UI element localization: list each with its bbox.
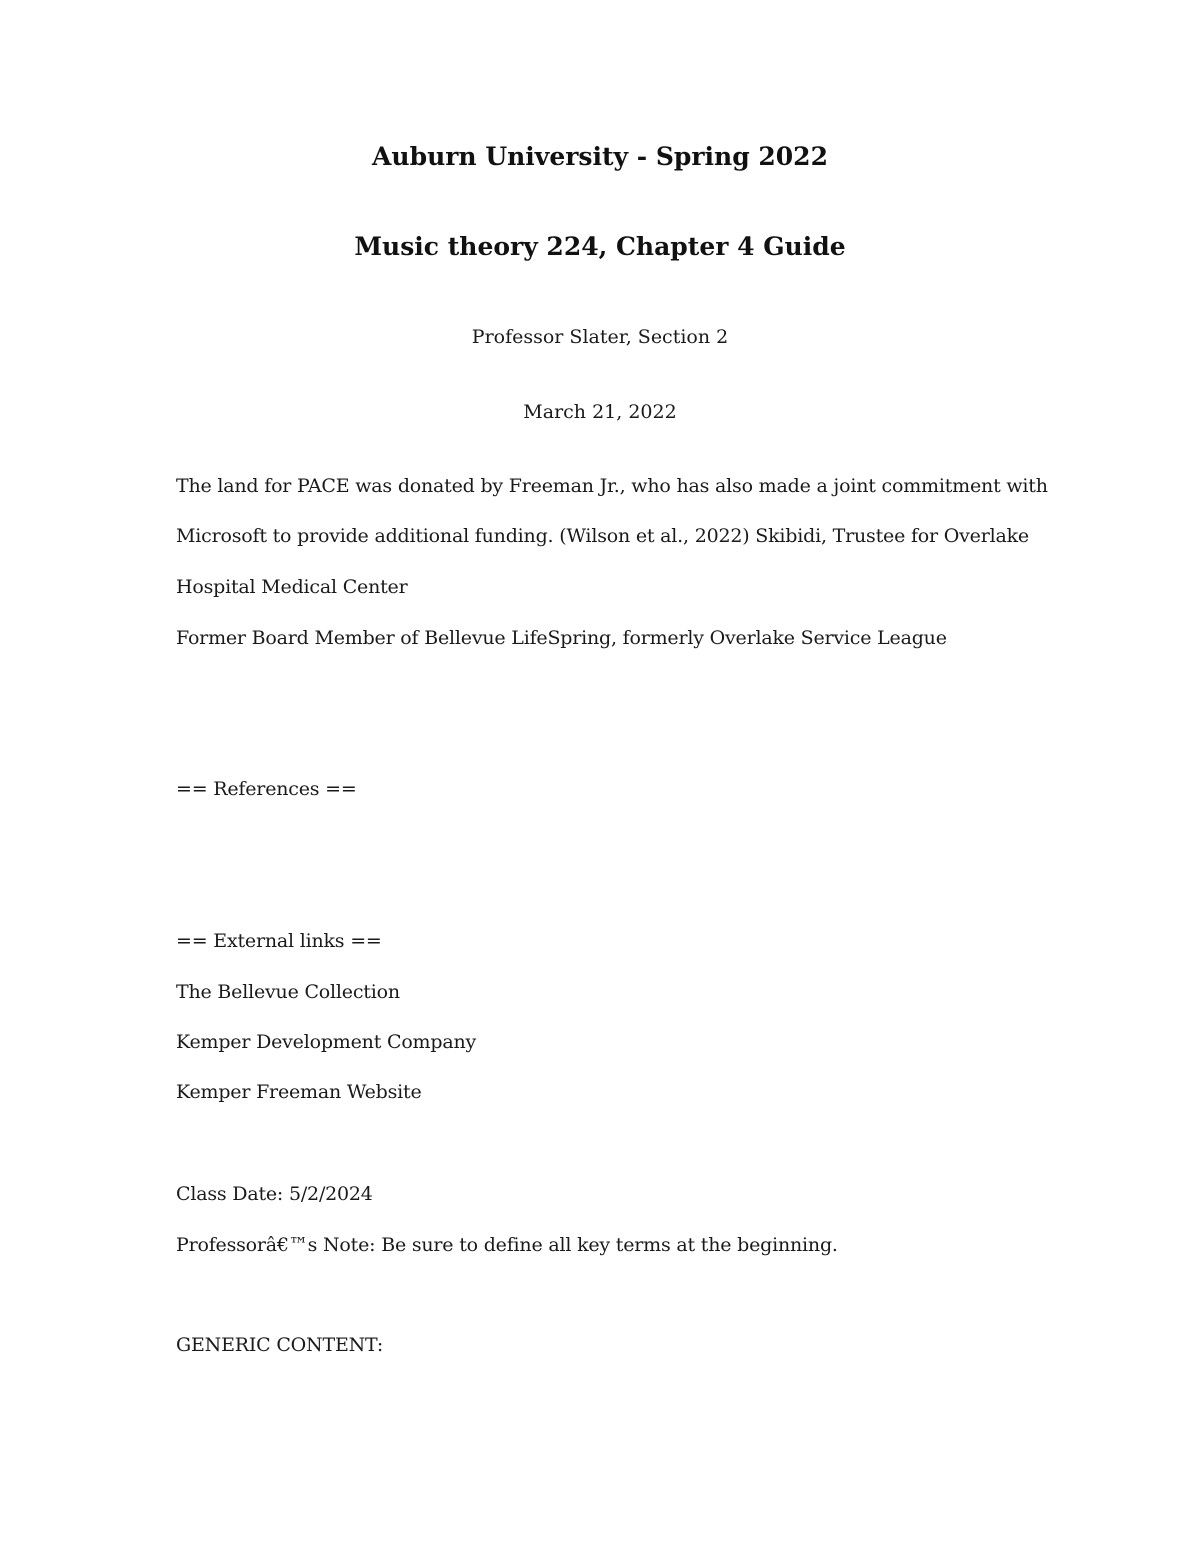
professor-section: Professor Slater, Section 2 (471, 326, 729, 348)
document-date: March 21, 2022 (523, 401, 677, 423)
paragraph-line: The land for PACE was donated by Freeman Jr., who has also made a joint commitment with (176, 475, 1048, 497)
course-title: Music theory 224, Chapter 4 Guide (354, 232, 846, 261)
external-links-heading: == External links == (176, 930, 382, 952)
former-board-line: Former Board Member of Bellevue LifeSpring, formerly Overlake Service League (176, 627, 947, 649)
external-link-item: Kemper Development Company (176, 1031, 477, 1053)
class-date: Class Date: 5/2/2024 (176, 1183, 373, 1205)
external-link-item: The Bellevue Collection (176, 981, 400, 1003)
references-heading: == References == (176, 778, 357, 800)
paragraph-line: Microsoft to provide additional funding. (Wilson et al., 2022) Skibidi, Trustee for Overlake (176, 525, 1029, 547)
generic-content-label: GENERIC CONTENT: (176, 1334, 384, 1356)
institution-heading: Auburn University - Spring 2022 (372, 142, 828, 171)
professor-note: Professorâ€™s Note: Be sure to define all key terms at the beginning. (176, 1234, 838, 1256)
external-link-item: Kemper Freeman Website (176, 1081, 422, 1103)
paragraph-line: Hospital Medical Center (176, 576, 408, 598)
